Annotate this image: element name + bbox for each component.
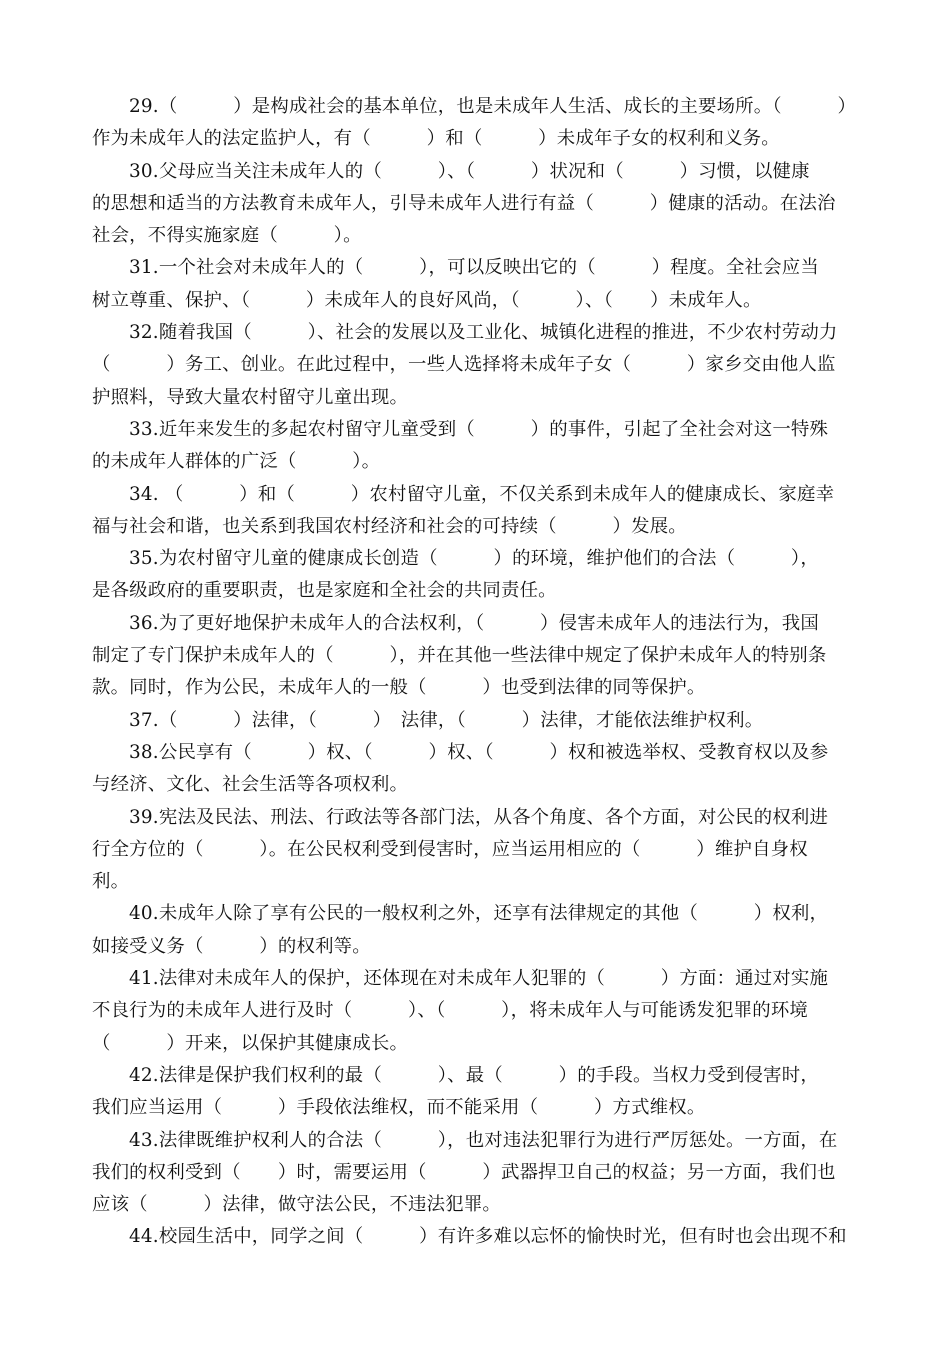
question-line: 37.（ ）法律，（ ） 法律，（ ）法律，才能依法维护权利。 bbox=[129, 709, 764, 731]
question-line: 我们的权利受到（ ）时，需要运用（ ）武器捍卫自己的权益；另一方面，我们也 bbox=[92, 1161, 836, 1183]
question-item bbox=[92, 963, 862, 1060]
question-item bbox=[92, 1221, 862, 1253]
question-line: （ ）开来，以保护其健康成长。 bbox=[92, 1032, 409, 1054]
question-list bbox=[92, 91, 862, 1254]
question-line: 43.法律既维护权利人的合法（ ），也对违法犯罪行为进行严厉惩处。一方面，在 bbox=[129, 1129, 838, 1151]
question-item bbox=[92, 608, 862, 705]
question-line: 福与社会和谐，也关系到我国农村经济和社会的可持续（ ）发展。 bbox=[92, 515, 687, 537]
question-line: 是各级政府的重要职责，也是家庭和全社会的共同责任。 bbox=[92, 580, 557, 602]
question-line: 33.近年来发生的多起农村留守儿童受到（ ）的事件，引起了全社会对这一特殊 bbox=[129, 418, 829, 440]
question-line: 36.为了更好地保护未成年人的合法权利，（ ）侵害未成年人的违法行为，我国 bbox=[129, 612, 819, 634]
question-line: 树立尊重、保护、（ ）未成年人的良好风尚，（ ）、（ ）未成年人。 bbox=[92, 289, 762, 311]
question-line: 如接受义务（ ）的权利等。 bbox=[92, 935, 371, 957]
question-line: 款。同时，作为公民，未成年人的一般（ ）也受到法律的同等保护。 bbox=[92, 677, 706, 699]
question-line: 44.校园生活中，同学之间（ ）有许多难以忘怀的愉快时光，但有时也会出现不和 bbox=[129, 1226, 847, 1248]
question-line: 42.法律是保护我们权利的最（ ）、最（ ）的手段。当权力受到侵害时， bbox=[129, 1064, 819, 1086]
question-line: 制定了专门保护未成年人的（ ），并在其他一些法律中规定了保护未成年人的特别条 bbox=[92, 645, 827, 667]
question-line: 护照料，导致大量农村留守儿童出现。 bbox=[92, 386, 409, 408]
question-line: 我们应当运用（ ）手段依法维权，而不能采用（ ）方式维权。 bbox=[92, 1097, 706, 1119]
question-line: 的思想和适当的方法教育未成年人，引导未成年人进行有益（ ）健康的活动。在法治 bbox=[92, 192, 836, 214]
question-line: 与经济、文化、社会生活等各项权利。 bbox=[92, 774, 409, 796]
question-item bbox=[92, 252, 862, 317]
question-line: 39.宪法及民法、刑法、行政法等各部门法，从各个角度、各个方面，对公民的权利进 bbox=[129, 806, 829, 828]
question-line: （ ）务工、创业。在此过程中，一些人选择将未成年子女（ ）家乡交由他人监 bbox=[92, 354, 836, 376]
question-line: 作为未成年人的法定监护人，有（ ）和（ ）未成年子女的权利和义务。 bbox=[92, 128, 780, 150]
question-line: 社会，不得实施家庭（ ）。 bbox=[92, 225, 362, 247]
question-line: 30.父母应当关注未成年人的（ ）、（ ）状况和（ ）习惯，以健康 bbox=[129, 160, 810, 182]
question-item bbox=[92, 898, 862, 963]
question-item bbox=[92, 737, 862, 802]
question-line: 34. （ ）和（ ）农村留守儿童，不仅关系到未成年人的健康成长、家庭幸 bbox=[129, 483, 835, 505]
question-line: 31.一个社会对未成年人的（ ），可以反映出它的（ ）程度。全社会应当 bbox=[129, 257, 819, 279]
question-line: 35.为农村留守儿童的健康成长创造（ ）的环境，维护他们的合法（ ）， bbox=[129, 548, 819, 570]
question-line: 29.（ ）是构成社会的基本单位，也是未成年人生活、成长的主要场所。（ ） bbox=[129, 96, 857, 117]
question-line: 32.随着我国（ ）、社会的发展以及工业化、城镇化进程的推进，不少农村劳动力 bbox=[129, 322, 838, 344]
question-item bbox=[92, 1125, 862, 1222]
question-line: 38.公民享有（ ）权、（ ）权、（ ）权和被选举权、受教育权以及参 bbox=[129, 741, 829, 763]
question-item bbox=[92, 414, 862, 479]
question-item bbox=[92, 317, 862, 414]
question-line: 行全方位的（ ）。在公民权利受到侵害时，应当运用相应的（ ）维护自身权 bbox=[92, 838, 808, 860]
question-item bbox=[92, 802, 862, 899]
question-line: 的未成年人群体的广泛（ ）。 bbox=[92, 451, 381, 473]
question-item bbox=[92, 91, 862, 156]
question-line: 41.法律对未成年人的保护，还体现在对未成年人犯罪的（ ）方面：通过对实施 bbox=[129, 968, 829, 990]
question-line: 利。 bbox=[92, 871, 130, 893]
question-item bbox=[92, 156, 862, 253]
question-item bbox=[92, 479, 862, 544]
question-item bbox=[92, 705, 862, 737]
question-line: 不良行为的未成年人进行及时（ ）、（ ），将未成年人与可能诱发犯罪的环境 bbox=[92, 1000, 809, 1022]
question-item bbox=[92, 1060, 862, 1125]
question-item bbox=[92, 543, 862, 608]
question-line: 应该（ ）法律，做守法公民，不违法犯罪。 bbox=[92, 1194, 501, 1216]
question-line: 40.未成年人除了享有公民的一般权利之外，还享有法律规定的其他（ ）权利， bbox=[129, 903, 829, 925]
